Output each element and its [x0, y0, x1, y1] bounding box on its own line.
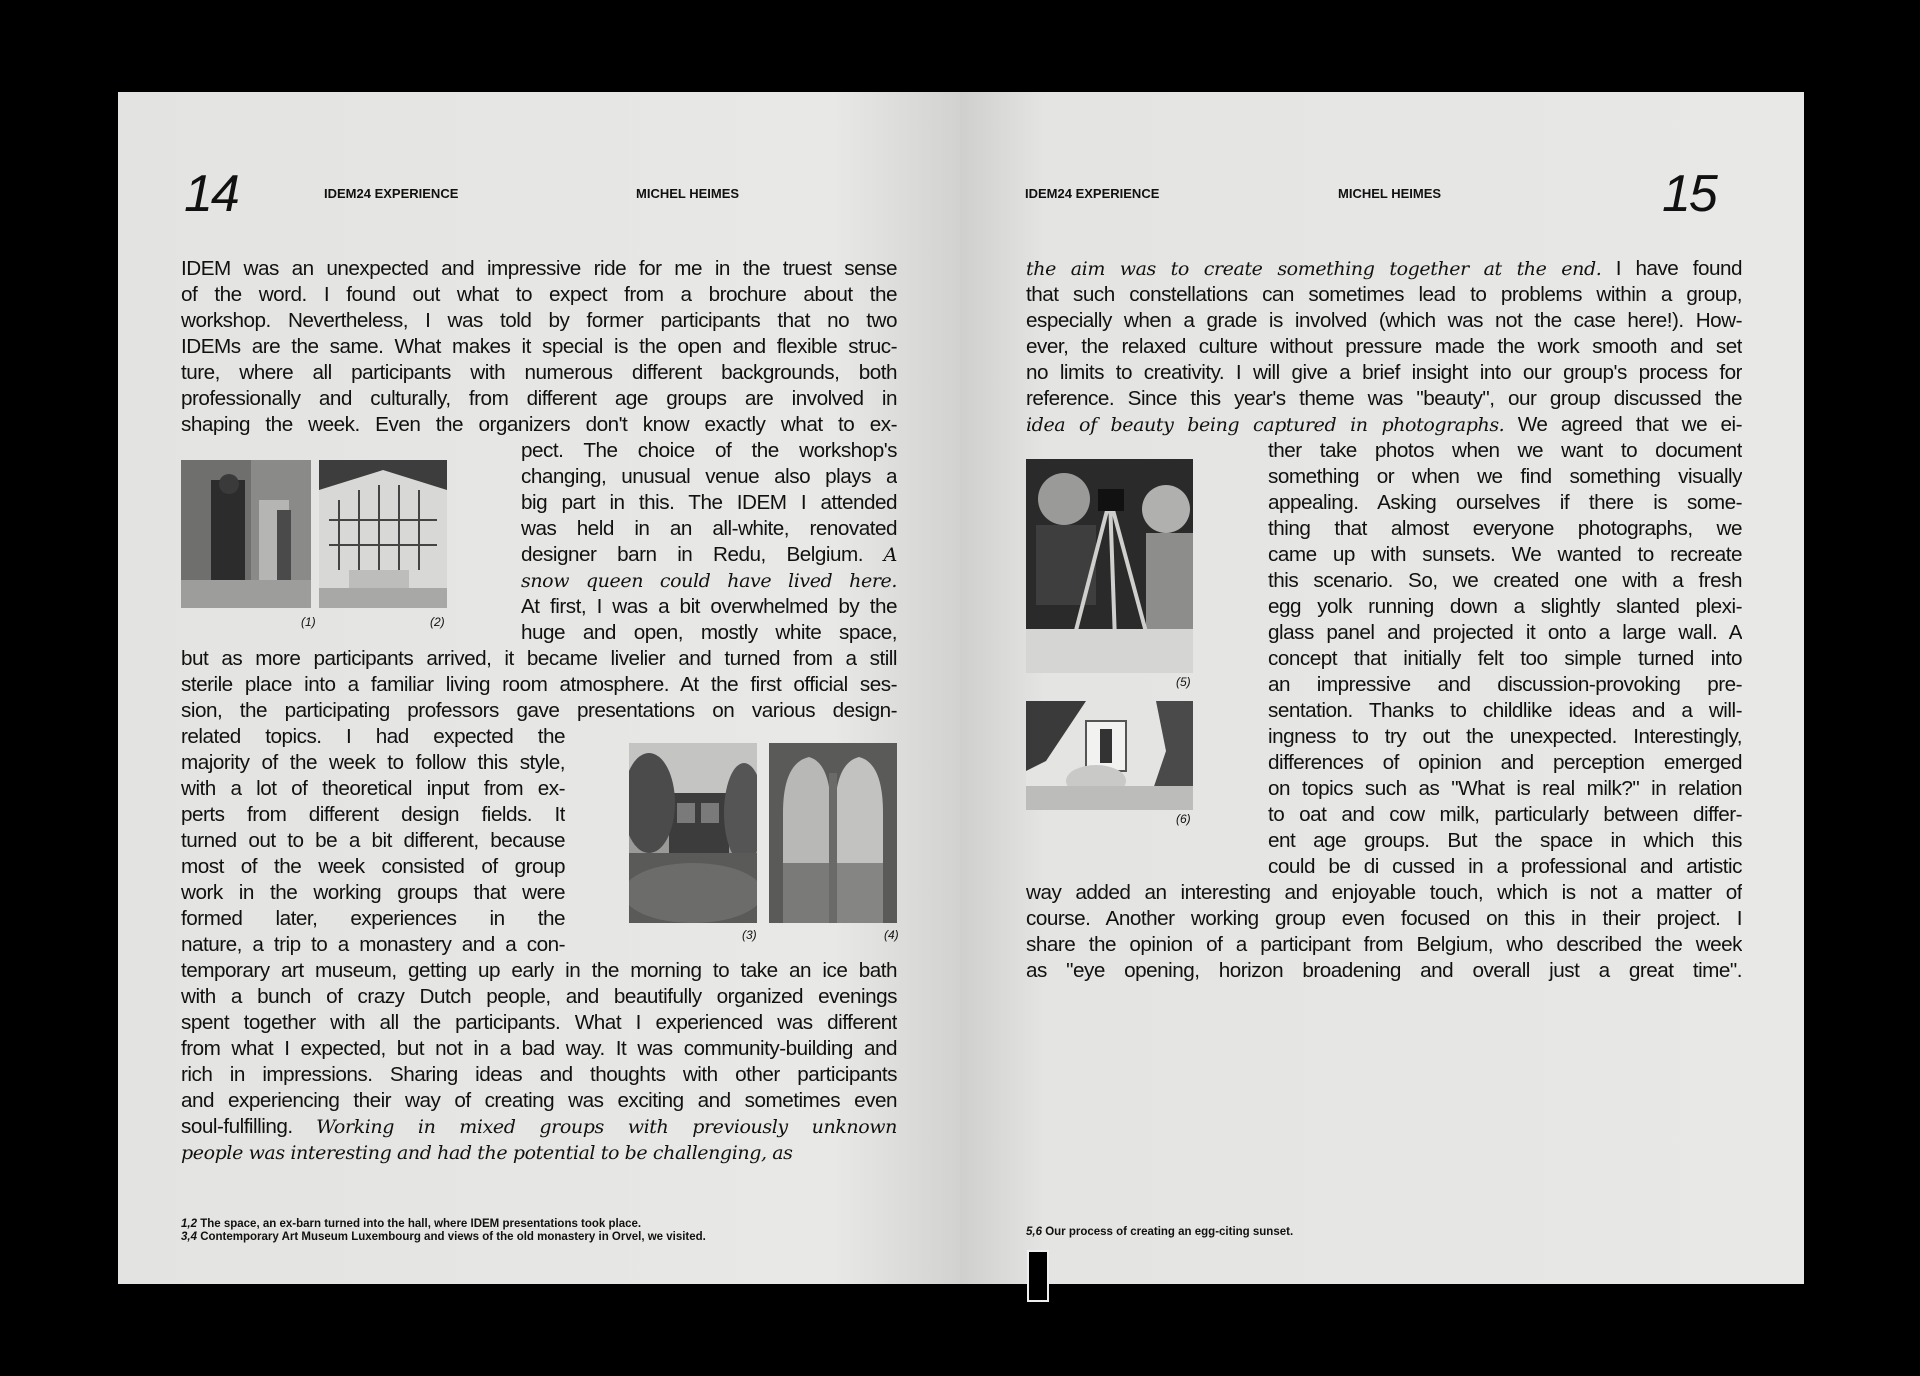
- text-line: sion, the participating professors gave presentations on various design-: [181, 699, 897, 722]
- header-author-right: MICHEL HEIMES: [1338, 186, 1442, 201]
- text-line: IDEM was an unexpected and impressive ride for me in the truest sense: [181, 257, 897, 280]
- page-number-left: 14: [184, 165, 238, 223]
- italic-quote: snow queen could have lived here.: [521, 570, 897, 592]
- text-line: thing that almost everyone photographs, we: [1268, 517, 1742, 540]
- header-author-left: MICHEL HEIMES: [636, 186, 740, 201]
- footnote-text: Contemporary Art Museum Luxembourg and views of the old monastery in Orvel, we visited.: [200, 1231, 706, 1243]
- body-text-process: [1026, 256, 1742, 438]
- body-text-sunset: [1268, 438, 1742, 880]
- footnote-number: 3,4: [181, 1231, 197, 1243]
- text-line: sterile place into a familiar living room atmosphere. At the first official ses-: [181, 673, 897, 696]
- text-line: sentation. Thanks to childlike ideas and a will-: [1268, 699, 1742, 722]
- text-line: egg yolk running down a slightly slanted plexi-: [1268, 595, 1742, 618]
- text-line: reference. Since this year's theme was "beauty", our group discussed the: [1026, 387, 1742, 410]
- text-line: changing, unusual venue also plays a: [521, 465, 897, 488]
- header-title-left: IDEM24 EXPERIENCE: [324, 186, 459, 201]
- text-line: turned out to be a bit different, because: [181, 829, 565, 852]
- text-line: perts from different design fields. It: [181, 803, 565, 826]
- italic-quote: idea of beauty being captured in photographs.: [1026, 414, 1505, 436]
- photo-art-museum: [629, 743, 757, 923]
- text-line: this scenario. So, we created one with a fresh: [1268, 569, 1742, 592]
- header-title-right: IDEM24 EXPERIENCE: [1025, 186, 1160, 201]
- italic-quote: people was interesting and had the potential to be challenging, as: [181, 1142, 793, 1164]
- text-line: as "eye opening, horizon broadening and overall just a great time".: [1026, 959, 1742, 982]
- text-line: work in the working groups that were: [181, 881, 565, 904]
- caption-5: (5): [1176, 675, 1191, 689]
- text-line: ingness to try out the unexpected. Interestingly,: [1268, 725, 1742, 748]
- text-line: could be di cussed in a professional and artistic: [1268, 855, 1742, 878]
- text-line: but as more participants arrived, it became livelier and turned from a still: [181, 647, 897, 670]
- text-line: with a bunch of crazy Dutch people, and beautifully organized evenings: [181, 985, 897, 1008]
- text-line: no limits to creativity. I will give a brief insight into our group's process for: [1026, 361, 1742, 384]
- text-line: spent together with all the participants. What I experienced was different: [181, 1011, 897, 1034]
- text-line: ever, the relaxed culture without pressure made the work smooth and set: [1026, 335, 1742, 358]
- caption-3: (3): [742, 928, 757, 942]
- text-line: big part in this. The IDEM I attended: [521, 491, 897, 514]
- text-line: majority of the week to follow this style,: [181, 751, 565, 774]
- text-line: glass panel and projected it onto a large wall. A: [1268, 621, 1742, 644]
- text-line: nature, a trip to a monastery and a con-: [181, 933, 565, 956]
- italic-quote: the aim was to create something together at the end.: [1026, 258, 1602, 280]
- photo-tripod-workshop: [1026, 459, 1193, 673]
- body-text-week: [181, 724, 565, 958]
- italic-quote: Working in mixed groups with previously unknown: [316, 1116, 897, 1138]
- text-line: We agreed that we ei-: [1504, 413, 1742, 436]
- text-line: an impressive and discussion-provoking pre-: [1268, 673, 1742, 696]
- text-line: related topics. I had expected the: [181, 725, 565, 748]
- text-line: something or when we find something visually: [1268, 465, 1742, 488]
- text-line: At first, I was a bit overwhelmed by the: [521, 595, 897, 618]
- text-line: ther take photos when we want to document: [1268, 439, 1742, 462]
- body-text-venue: [521, 438, 897, 646]
- caption-4: (4): [884, 928, 899, 942]
- text-line: temporary art museum, getting up early in the morning to take an ice bath: [181, 959, 897, 982]
- photo-plexiglass-panel: [1026, 701, 1193, 810]
- footnote-text: The space, an ex-barn turned into the hall, where IDEM presentations took place.: [200, 1218, 642, 1230]
- footnote-number: 5,6: [1026, 1226, 1042, 1238]
- caption-6: (6): [1176, 812, 1191, 826]
- text-line: course. Another working group even focused on this in their project. I: [1026, 907, 1742, 930]
- text-line: and experiencing their way of creating was exciting and sometimes even: [181, 1089, 897, 1112]
- text-line: share the opinion of a participant from Belgium, who described the week: [1026, 933, 1742, 956]
- text-line: huge and open, mostly white space,: [521, 621, 897, 644]
- text-line: ent age groups. But the space in which this: [1268, 829, 1742, 852]
- text-line: concept that initially felt too simple turned into: [1268, 647, 1742, 670]
- photo-barn-wall: [181, 460, 311, 608]
- text-line: ture, where all participants with numerous different backgrounds, both: [181, 361, 897, 384]
- caption-1: (1): [301, 615, 316, 629]
- text-line: from what I expected, but not in a bad way. It was community-building and: [181, 1037, 897, 1060]
- text-line: professionally and culturally, from different age groups are involved in: [181, 387, 897, 410]
- bookmark-outline: [1027, 1250, 1049, 1302]
- page-right: [960, 92, 1804, 1284]
- text-line: differences of opinion and perception emerged: [1268, 751, 1742, 774]
- text-line: was held in an all-white, renovated: [521, 517, 897, 540]
- page-left: [118, 92, 960, 1284]
- footnotes-right: [1026, 1226, 1293, 1239]
- text-line: IDEMs are the same. What makes it special is the open and flexible struc-: [181, 335, 897, 358]
- photo-monastery-arch: [769, 743, 897, 923]
- text-line: formed later, experiences in the: [181, 907, 565, 930]
- text-line: came up with sunsets. We wanted to recreate: [1268, 543, 1742, 566]
- italic-quote: A: [883, 544, 897, 566]
- body-text-intro: [181, 256, 897, 438]
- text-line: to oat and cow milk, particularly between differ-: [1268, 803, 1742, 826]
- text-line: appealing. Asking ourselves if there is some-: [1268, 491, 1742, 514]
- text-line: way added an interesting and enjoyable touch, which is not a matter of: [1026, 881, 1742, 904]
- caption-2: (2): [430, 615, 445, 629]
- text-line: most of the week consisted of group: [181, 855, 565, 878]
- text-line: that such constellations can sometimes lead to problems within a group,: [1026, 283, 1742, 306]
- body-text-closing: [1026, 880, 1742, 984]
- footnote-number: 1,2: [181, 1218, 197, 1230]
- text-line: soul-fulfilling.: [181, 1115, 317, 1138]
- body-text-conclusion: [181, 958, 897, 1166]
- footnote-text: Our process of creating an egg-citing sunset.: [1045, 1226, 1294, 1238]
- body-text-sessions: [181, 646, 897, 724]
- text-line: shaping the week. Even the organizers don't know exactly what to ex-: [181, 413, 897, 436]
- text-line: designer barn in Redu, Belgium.: [521, 543, 884, 566]
- text-line: workshop. Nevertheless, I was told by former participants that no two: [181, 309, 897, 332]
- text-line: of the word. I found out what to expect from a brochure about the: [181, 283, 897, 306]
- text-line: rich in impressions. Sharing ideas and thoughts with other participants: [181, 1063, 897, 1086]
- footnotes-left: [181, 1218, 706, 1244]
- photo-barn-interior: [319, 460, 447, 608]
- text-line: with a lot of theoretical input from ex-: [181, 777, 565, 800]
- page-number-right: 15: [1662, 165, 1716, 223]
- text-line: especially when a grade is involved (which was not the case here!). How-: [1026, 309, 1742, 332]
- text-line: on topics such as "What is real milk?" in relation: [1268, 777, 1742, 800]
- text-line: I have found: [1601, 257, 1742, 280]
- text-line: pect. The choice of the workshop's: [521, 439, 897, 462]
